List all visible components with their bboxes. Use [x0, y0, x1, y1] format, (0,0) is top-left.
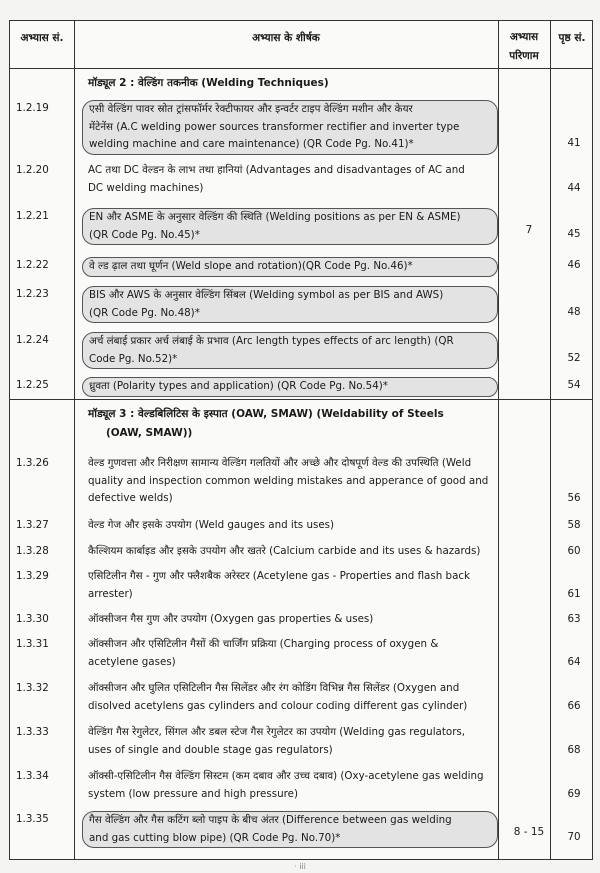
exercise-title-line: मेंटेनेंस (A.C welding power sources transformer rectifier and inverter type	[89, 120, 460, 133]
exercise-title	[88, 568, 494, 603]
exercise-title-line: system (low pressure and high pressure)	[88, 787, 298, 800]
exercise-number: 1.3.32	[16, 682, 49, 694]
page-number: 52	[567, 351, 581, 364]
exercise-title-line: ऑक्सीजन और एसिटिलीन गैसों की चार्जिंग प्रक्रिया (Charging process of oxygen &	[88, 638, 439, 650]
exercise-title	[88, 724, 494, 759]
page-number: 64	[567, 655, 581, 668]
header-outcome-2: परिणाम	[509, 50, 539, 62]
exercise-number: 1.3.34	[16, 770, 49, 782]
page-number: 69	[567, 787, 581, 800]
exercise-title	[82, 100, 498, 155]
exercise-title-line: वेल्ड गेज और इसके उपयोग (Weld gauges and its uses)	[88, 519, 335, 531]
module-2-title: मॉड्यूल 2 : वेल्डिंग तकनीक (Welding Techniques)	[88, 77, 329, 89]
exercise-title-line: अर्च लंबाई प्रकार अर्च लंबाई के प्रभाव (Arc length types effects of arc length) (QR	[89, 335, 454, 347]
exercise-title	[88, 162, 494, 197]
module-divider	[10, 399, 592, 400]
exercise-title	[88, 768, 494, 803]
exercise-title-line: ऑक्सीजन और घुलित एसिटिलीन गैस सिलेंडर और रंग कोडिंग विभिन्न गैस सिलेंडर (Oxygen and	[88, 682, 460, 694]
exercise-title-line: Code Pg. No.52)*	[89, 352, 178, 365]
exercise-title-line: AC तथा DC वेल्डन के लाभ तथा हानियां (Advantages and disadvantages of AC and	[88, 164, 465, 176]
page-number: 54	[567, 379, 581, 391]
exercise-title	[88, 680, 494, 715]
exercise-number: 1.3.26	[16, 457, 49, 469]
exercise-number: 1.3.30	[16, 613, 49, 625]
exercise-title	[82, 811, 498, 848]
page-footer: · iii	[294, 862, 306, 871]
exercise-title-line: uses of single and double stage gas regulators)	[88, 743, 333, 756]
exercise-title-line: arrester)	[88, 587, 133, 600]
exercise-number: 1.2.20	[16, 164, 49, 176]
exercise-number: 1.2.21	[16, 210, 49, 222]
exercise-number: 1.2.25	[16, 379, 49, 391]
exercise-title	[88, 543, 494, 561]
page-number: 44	[567, 181, 581, 194]
exercise-title-line: BIS और AWS के अनुसार वेल्डिंग सिंबल (Welding symbol as per BIS and AWS)	[89, 289, 444, 301]
header-page-no: पृष्ठ सं.	[558, 32, 586, 44]
exercise-title-line: कैल्शियम कार्बाइड और इसके उपयोग और खतरे (Calcium carbide and its uses & hazards)	[88, 545, 481, 557]
exercise-title	[88, 611, 494, 629]
exercise-title-line: गैस वेल्डिंग और गैस कटिंग ब्लो पाइप के बीच अंतर (Difference between gas welding	[89, 814, 452, 826]
exercise-number: 1.2.24	[16, 334, 49, 346]
page-number: 70	[567, 830, 581, 843]
table-of-contents	[9, 20, 593, 860]
exercise-title	[82, 332, 498, 369]
header-divider	[10, 68, 592, 69]
header-exercise-title: अभ्यास के शीर्षक	[252, 32, 320, 44]
exercise-title-line: and gas cutting blow pipe) (QR Code Pg. No.70)*	[89, 831, 341, 844]
page-number: 66	[567, 699, 581, 712]
exercise-title-line: ऑक्सीजन गैस गुण और उपयोग (Oxygen gas properties & uses)	[88, 613, 374, 625]
page-number: 63	[567, 613, 581, 625]
exercise-number: 1.3.33	[16, 726, 49, 738]
exercise-title-line: disolved acetylens gas cylinders and colour coding different gas cylinder)	[88, 699, 468, 712]
column-divider	[550, 21, 551, 859]
page-number: 61	[567, 587, 581, 600]
exercise-title-line: एसिटिलीन गैस - गुण और फ्लैशबैक अरेस्टर (Acetylene gas - Properties and flash back	[88, 570, 471, 582]
page-number: 58	[567, 519, 581, 531]
exercise-title-line: DC welding machines)	[88, 181, 204, 194]
page-number: 46	[567, 259, 581, 271]
exercise-title-line: वेल्डिंग गैस रेगुलेटर, सिंगल और डबल स्टेज गैस रेगुलेटर का उपयोग (Welding gas regulators,	[88, 726, 466, 738]
exercise-title-line: एसी वेल्डिंग पावर स्रोत ट्रांसफॉर्मर रेक्टीफायर और इन्वर्टर टाइप वेल्डिंग मशीन और केयर	[89, 103, 413, 115]
exercise-number: 1.2.22	[16, 259, 49, 271]
exercise-title-line: (QR Code Pg. No.45)*	[89, 228, 200, 241]
exercise-number: 1.3.28	[16, 545, 49, 557]
exercise-title	[88, 636, 494, 671]
exercise-number: 1.3.29	[16, 570, 49, 582]
module-3-title: मॉड्यूल 3 : वेल्डबिलिटिस के इस्पात (OAW, SMAW) (Weldability of Steels	[88, 408, 444, 420]
exercise-title	[88, 517, 494, 535]
exercise-title-line: ऑक्सी-एसिटिलीन गैस वेल्डिंग सिस्टम (कम दबाव और उच्च दबाव) (Oxy-acetylene gas welding	[88, 770, 484, 782]
exercise-title	[88, 455, 494, 508]
page-number: 68	[567, 743, 581, 756]
exercise-title	[82, 286, 498, 323]
exercise-number: 1.2.23	[16, 288, 49, 300]
header-outcome: अभ्यास	[509, 31, 539, 43]
exercise-number: 1.3.31	[16, 638, 49, 650]
page-number: 45	[567, 227, 581, 240]
exercise-title-line: वेल्ड गुणवत्ता और निरीक्षण सामान्य वेल्डिंग गलतियों और अच्छे और दोषपूर्ण वेल्ड की उपस्थिति (Weld	[88, 457, 472, 469]
page-number: 60	[567, 545, 581, 557]
exercise-title-line: वे ल्ड ढ़ाल तथा घूर्णन (Weld slope and rotation)(QR Code Pg. No.46)*	[89, 260, 413, 272]
exercise-title	[82, 257, 498, 277]
exercise-title-line: EN और ASME के अनुसार वेल्डिंग की स्थिति (Welding positions as per EN & ASME)	[89, 211, 461, 223]
exercise-title-line: welding machine and care maintenance) (QR Code Pg. No.41)*	[89, 138, 414, 150]
exercise-number: 1.3.35	[16, 813, 49, 825]
exercise-title-line: (QR Code Pg. No.48)*	[89, 306, 200, 319]
exercise-title-line: quality and inspection common welding mistakes and apperance of good and	[88, 474, 489, 487]
exercise-number: 1.2.19	[16, 102, 49, 114]
page-number: 41	[567, 137, 581, 149]
exercise-title-line: ध्रुवता (Polarity types and application) (QR Code Pg. No.54)*	[89, 380, 388, 392]
module-3-title-cont: (OAW, SMAW))	[106, 427, 193, 439]
column-divider	[74, 21, 75, 859]
page-number: 48	[567, 305, 581, 318]
outcome-module-3: 8 - 15	[513, 826, 545, 838]
exercise-title	[82, 208, 498, 245]
exercise-title-line: defective welds)	[88, 492, 173, 504]
outcome-module-2: 7	[525, 224, 533, 236]
header-exercise-no: अभ्यास सं.	[20, 32, 64, 44]
page-number: 56	[567, 492, 581, 504]
exercise-title	[82, 377, 498, 397]
exercise-number: 1.3.27	[16, 519, 49, 531]
exercise-title-line: acetylene gases)	[88, 655, 176, 668]
